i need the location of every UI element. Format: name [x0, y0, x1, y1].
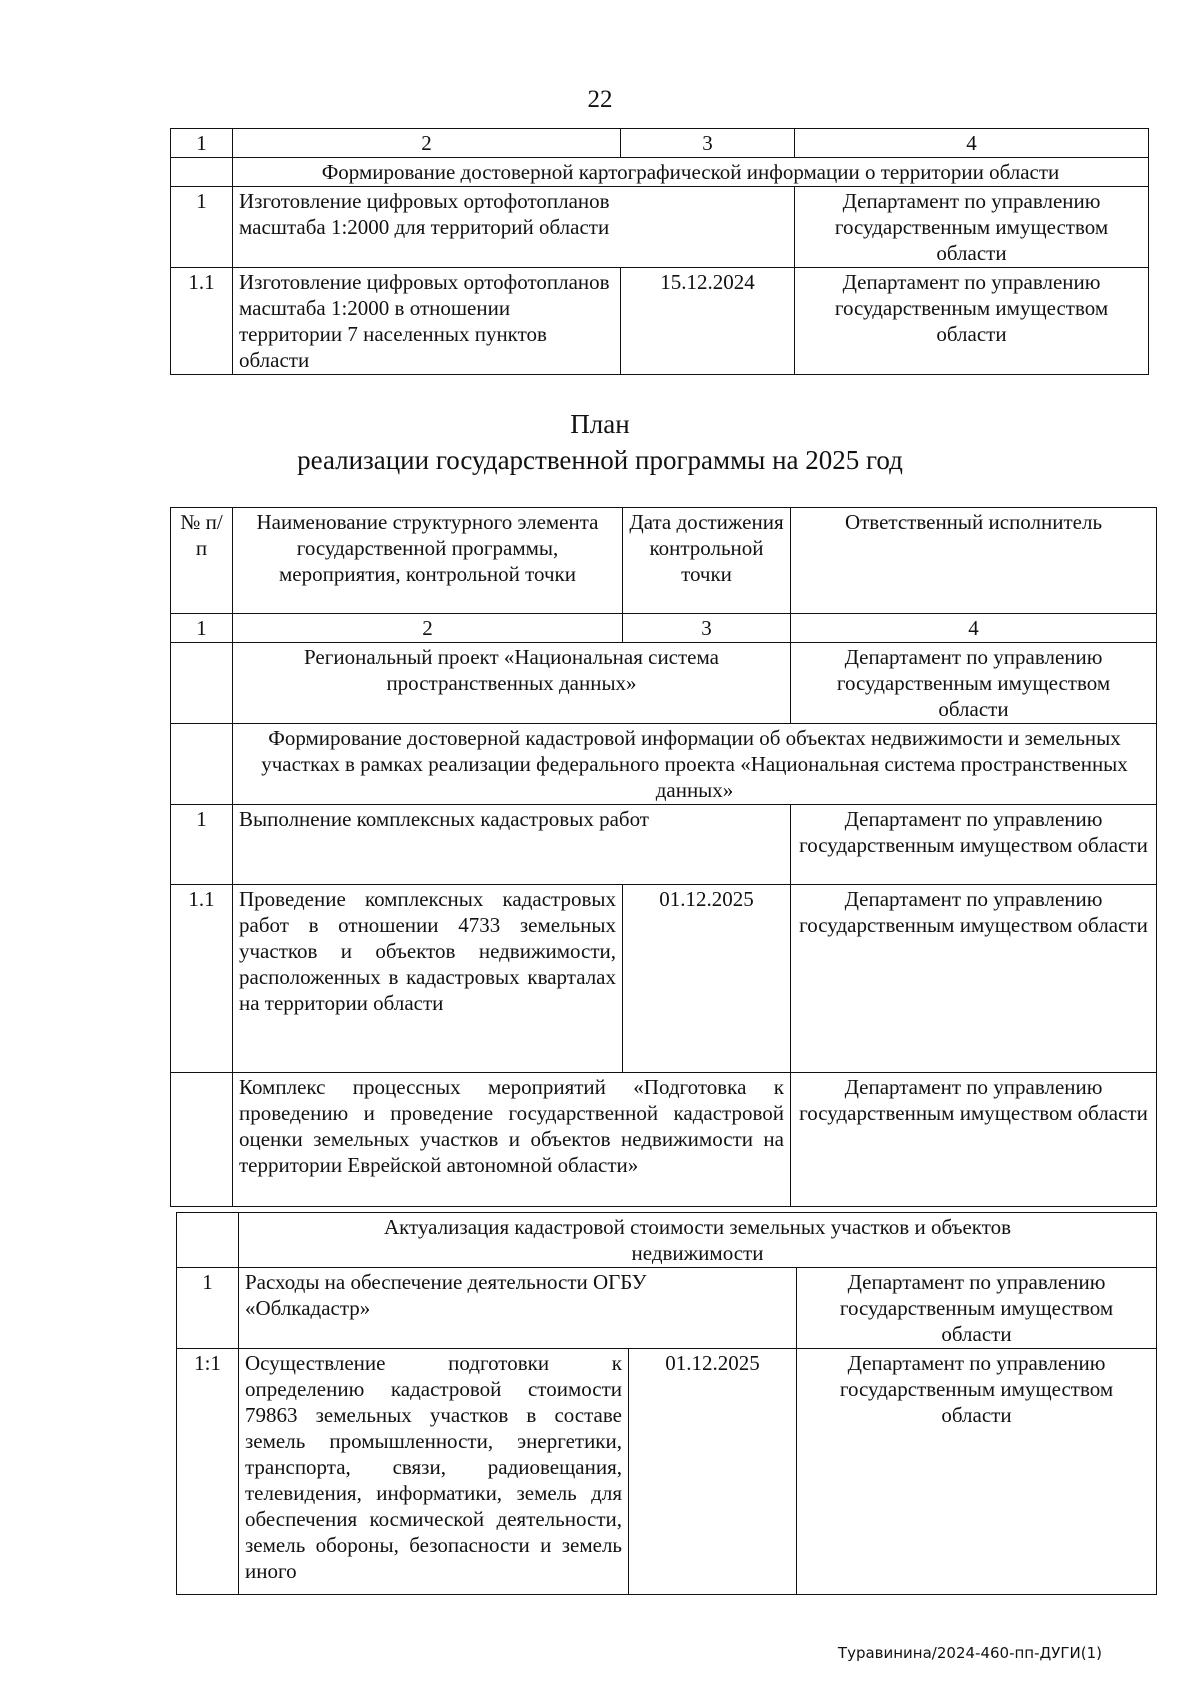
column-number: 1: [171, 614, 233, 643]
header-name: Наименование структурного элемента государственной программы, мероприятия, контрольной точки: [233, 508, 623, 614]
empty-cell: [171, 724, 233, 805]
row-executor: Департамент по управлению государственным имуществом области: [791, 1073, 1157, 1207]
empty-cell: [177, 1213, 239, 1268]
plan-heading: [0, 406, 1200, 478]
complex-row: [171, 1073, 1157, 1207]
column-number: 2: [233, 129, 621, 158]
row-name: Проведение комплексных кадастровых работ в отношении 4733 земельных участков и объектов недвижимости, расположенных в кадастровых кварталах на территории области: [233, 885, 623, 1073]
schedule-table-2024: [170, 128, 1149, 375]
row-number: 1.1: [171, 268, 233, 375]
table-row: [171, 187, 1149, 268]
section-row: [177, 1213, 1157, 1268]
empty-cell: [171, 1073, 233, 1207]
row-executor: Департамент по управлению государственным имуществом области: [791, 805, 1157, 885]
table-row: [177, 1268, 1157, 1349]
row-name: Выполнение комплексных кадастровых работ: [233, 805, 791, 885]
column-number: 4: [791, 614, 1157, 643]
section-title: Формирование достоверной кадастровой информации об объектах недвижимости и земельных участках в рамках реализации федерального проекта «Национальная система пространственных данных»: [233, 724, 1157, 805]
row-number: 1:1: [177, 1349, 239, 1595]
section-row: [171, 158, 1149, 187]
section-title: Актуализация кадастровой стоимости земельных участков и объектов недвижимости: [239, 1213, 1157, 1268]
row-name: Расходы на обеспечение деятельности ОГБУ «Облкадастр»: [239, 1268, 797, 1349]
row-executor: Департамент по управлению государственным имуществом области: [795, 187, 1149, 268]
row-name: Изготовление цифровых ортофотопланов масштаба 1:2000 в отношении территории 7 населенных пунктов области: [233, 268, 621, 375]
empty-cell: [171, 158, 233, 187]
empty-cell: [171, 643, 233, 724]
header-executor: Ответственный исполнитель: [791, 508, 1157, 614]
row-date: 15.12.2024: [621, 268, 795, 375]
column-number: 2: [233, 614, 623, 643]
column-number: 1: [171, 129, 233, 158]
plan-title: План: [570, 409, 630, 439]
row-name: Изготовление цифровых ортофотопланов масштаба 1:2000 для территорий области: [233, 187, 795, 268]
section-title: Формирование достоверной картографической информации о территории области: [233, 158, 1149, 187]
header-number: № п/п: [171, 508, 233, 614]
column-number: 3: [621, 129, 795, 158]
header-date: Дата достижения контрольной точки: [623, 508, 791, 614]
row-executor: Департамент по управлению государственным имуществом области: [797, 1268, 1157, 1349]
row-name: Осуществление подготовки к определению кадастровой стоимости 79863 земельных участков в составе земель промышленности, энергетики, транспорта, связи, радиовещания, телевидения, информатики, земель для обеспечения космической деятельности, земель обороны, безопасности и земель иного: [239, 1349, 629, 1595]
project-row: [171, 643, 1157, 724]
row-number: 1: [171, 805, 233, 885]
column-number-row: [171, 614, 1157, 643]
page-number: 22: [587, 86, 613, 113]
column-number: 4: [795, 129, 1149, 158]
row-date: 01.12.2025: [629, 1349, 797, 1595]
project-name: Региональный проект «Национальная система пространственных данных»: [233, 643, 791, 724]
table-row: [171, 885, 1157, 1073]
row-executor: Департамент по управлению государственным имуществом области: [797, 1349, 1157, 1595]
column-number-row: [171, 129, 1149, 158]
plan-table-2025-continued: [176, 1212, 1157, 1595]
row-executor: Департамент по управлению государственным имуществом области: [795, 268, 1149, 375]
table-row: [171, 805, 1157, 885]
table-row: [171, 268, 1149, 375]
plan-subtitle: реализации государственной программы на 2025 год: [297, 445, 903, 475]
row-executor: Департамент по управлению государственным имуществом области: [791, 643, 1157, 724]
row-number: 1: [171, 187, 233, 268]
table-row: [177, 1349, 1157, 1595]
row-executor: Департамент по управлению государственным имуществом области: [791, 885, 1157, 1073]
row-date: 01.12.2025: [623, 885, 791, 1073]
row-number: 1: [177, 1268, 239, 1349]
plan-table-2025: [170, 507, 1157, 1207]
complex-name: Комплекс процессных мероприятий «Подготовка к проведению и проведение государственной кадастровой оценки земельных участков и объектов недвижимости на территории Еврейской автономной области»: [233, 1073, 791, 1207]
row-number: 1.1: [171, 885, 233, 1073]
header-row: [171, 508, 1157, 614]
column-number: 3: [623, 614, 791, 643]
document-code: Туравинина/2024-460-пп-ДУГИ(1): [837, 1644, 1102, 1662]
section-row: [171, 724, 1157, 805]
